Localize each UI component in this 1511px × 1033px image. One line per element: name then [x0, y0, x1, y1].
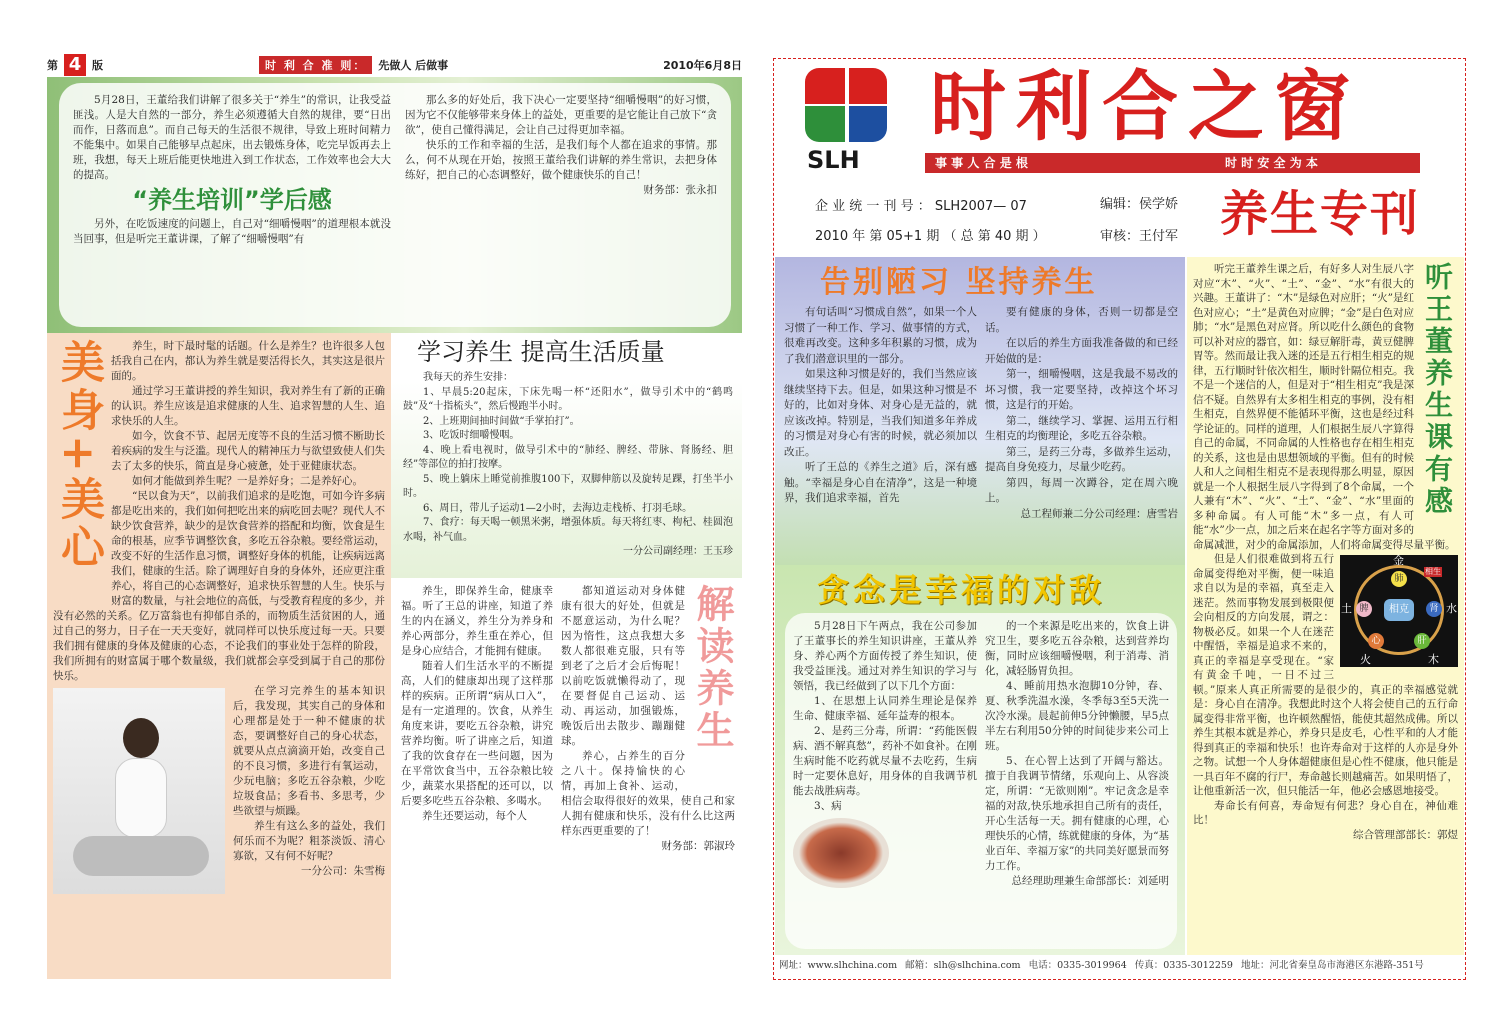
page-suffix: 版: [92, 59, 103, 72]
footer-address: 地址：河北省秦皇岛市海港区东港路-351号: [1240, 960, 1424, 971]
paragraph: 2、是药三分毒，所谓：“药能医假病、酒不解真愁”，药补不如食补。在刚生病时能不吃药就尽量不去吃药，生病时一定要休息好，用身体的自我调节机能去战胜病毒。: [793, 725, 977, 797]
signature: 财务部：张永扣: [643, 184, 717, 196]
signature: 综合管理部部长：郭煜: [1353, 828, 1458, 841]
article-5-col1: [784, 305, 977, 507]
banner-left: 事 事 人 合 是 根: [935, 156, 1028, 170]
paragraph: 养生，即保养生命，健康幸福。听了王总的讲座，知道了养生的内在涵义，养生分为养身和养心两部分，养生重在养心，但是身心应结合，才能拥有健康。: [401, 585, 553, 657]
paragraph: 通过学习王董讲授的养生知识，我对养生有了新的正确的认识。养生应该是追求健康的人生、追求智慧的人生、追求快乐的人生。: [111, 385, 385, 427]
paragraph: 第四，每周一次蹲谷，定在周六晚上。: [985, 476, 1178, 504]
page-header: [47, 54, 742, 76]
signature: 总经理助理兼生命部部长：刘延明: [1011, 875, 1169, 887]
article-1-title: “养生培训”学后感: [132, 186, 332, 214]
masthead-banner: [925, 153, 1420, 173]
paragraph: 听了王总的《养生之道》后，深有感触。“幸福是身心自在清净”，这是一种境界，我们追求幸福，首先: [784, 461, 977, 504]
paragraph: 5月28日下午两点，我在公司参加了王董事长的养生知识讲座，王董从养身、养心两个方面传授了养生知识，使我受益匪浅。通过对养生知识的学习与领悟，我已经做到了以下几个方面：: [793, 620, 977, 692]
paragraph: 寿命长有何喜，寿命短有何悲？身心自在，神仙难比！: [1193, 799, 1458, 826]
paragraph: 养生还要运动，每个人: [422, 810, 527, 822]
masthead-title: 时利合之窗: [930, 62, 1360, 151]
organ-kidney: 肾: [1426, 601, 1442, 617]
paragraph: 我每天的养生安排：: [423, 372, 513, 383]
article-1-col1: [73, 93, 391, 247]
paragraph: 有句话叫“习惯成自然”，如果一个人习惯了一种工作、学习、做事情的方式，很难再改变。这种多年积累的习惯，成为了我们潜意识里的一部分。: [784, 306, 977, 365]
footer: [775, 956, 1465, 978]
page-number: 4: [64, 54, 86, 76]
footer-phone: 电话：0335-3019964: [1028, 960, 1127, 971]
article-5-title: 告别陋习 坚持养生: [820, 265, 1098, 300]
article-7-body: [1187, 257, 1464, 842]
list-item: 2、上班期间抽时间做“手掌拍打”。: [423, 415, 580, 427]
article-7-title: 听王董养生课有感: [1421, 262, 1454, 518]
article-3: [391, 333, 742, 578]
paragraph: 如何才能做到养生呢？一是养好身；二是养好心。: [132, 475, 363, 487]
signature: 一分公司：朱雪梅: [301, 865, 385, 877]
paragraph: 5月28日，王董给我们讲解了很多关于“养生”的常识，让我受益匪浅。人是大自然的一部分，养生必须遵循大自然的规律，要“日出而作，日落而息”。而自己每天的生活很不规律，导致上班时间精力不能集中。如果自己能够早点起床，出去锻炼身体，吃完早饭再去上班，我想，每天上班后能更快地进入到工作状态，工作效率也会大大的提高。: [73, 94, 391, 181]
motto-label: 时 利 合 准 则：: [259, 56, 372, 74]
node-fire: 火: [1360, 653, 1371, 666]
article-5-col2: [985, 305, 1178, 522]
list-item: 7、食疗：每天喝一顿黑米粥，增强体质。每天将红枣、枸杞、桂圆泡水喝，补气血。: [403, 517, 733, 543]
slh-logo: [805, 68, 891, 176]
paragraph: 4、睡前用热水泡脚10分钟，春、夏、秋季洗温水澡，冬季每3至5天洗一次冷水澡。晨起前伸5分钟懒腰，早5点半左右利用50分钟的时间徒步来公司上班。: [985, 680, 1169, 752]
logo-text: SLH: [807, 146, 860, 174]
article-1: [59, 83, 731, 327]
paragraph: 要有健康的身体，否则一切都是空话。: [985, 306, 1178, 334]
article-3-title: 学习养生 提高生活质量: [417, 338, 665, 366]
editor: 编辑：侯学娇: [1100, 197, 1179, 212]
article-3-body: [403, 371, 733, 560]
diagram-center: 相克: [1384, 599, 1414, 621]
article-2-title: 美身+美心: [53, 339, 104, 572]
banner-right: 时 时 安 全 为 本: [1225, 156, 1318, 170]
paragraph: 3、病: [814, 800, 842, 812]
article-4-title: 解读养生: [690, 584, 734, 752]
paragraph: 第一，细嚼慢咽，这是我最不易改的坏习惯，我一定要坚持，改掉这个坏习惯，这是行的开始。: [985, 368, 1178, 411]
list-item: 4、晚上看电视时，做导引术中的“肺经、脾经、带脉、肾肠经、胆经”等部位的拍打按摩。: [403, 444, 733, 470]
footer-fax: 传真：0335-3012259: [1134, 960, 1233, 971]
relation-label: 相生: [1425, 567, 1441, 576]
paragraph: 随着人们生活水平的不断提高，人们的健康却出现了这样那样的疾病。正所谓“病从口入”，是有一定道理的。饮食，从养生角度来讲，要吃五谷杂粮，讲究营养均衡。听了讲座之后，知道了我的饮食存在一些问题，因为在平常饮食当中，五谷杂粮比较少，蔬菜水果搭配的还可以，以后要多吃些五谷杂粮、多喝水。: [401, 660, 553, 807]
article-6: [775, 565, 1185, 955]
paragraph: 如今，饮食不节、起居无度等不良的生活习惯不断助长着疾病的发生与泛滥。现代人的精神压力与欲望致使人们失去了太多的快乐，简直是身心疲惫，处于亚健康状态。: [111, 430, 385, 472]
article-1-col2: [405, 93, 717, 198]
motto: 先做人 后做事: [378, 59, 449, 72]
node-earth: 土: [1341, 602, 1352, 615]
node-water: 水: [1446, 602, 1457, 615]
paragraph: 听完王董养生课之后，有好多人对生辰八字对应“木”、“火”、“土”、“金”、“水”有很大的兴趣。王董讲了：“木”是绿色对应肝；“火”是红色对应心；“土”是黄色对应脾；“金”是白色对应肺；“水”是黑色对应肾。所以吃什么颜色的食物可以补对应的器官，如：绿豆解肝毒，黄豆健脾胃等。然而最让我入迷的还是五行相生相克的规律，五行顺时针依次相生，顺时针隔位相克。我不是一个迷信的人，但是对于“相生相克”我是深信不疑。自然界有太多相生相克的事例，没有相生相克，自然界便不能循环平衡，这也是经过科学论证的。同样的道理，人们根据生辰八字算得自己的命属，不同命属的人性格也存在相生相克的关系，这也是由思想领域的平衡。但有的时候人和人之间相生相克不是表现得那么明显，原因就是一个人根据生辰八字得到了8个命属，一个人兼有“木”、“火”、“土”、“金”、“水”里面的多种命属。有人可能“木”多一点，有人可能“水”少一点，加之后来在起名字等方面对多的命属减泄，对少的命属添加，人们将命属变得尽量平衡。: [1193, 263, 1456, 551]
article-4-col2: [561, 584, 735, 854]
paragraph: 第三，是药三分毒，多做养生运动，提高自身免疫力，尽量少吃药。: [985, 445, 1178, 473]
paragraph: 快乐的工作和幸福的生活，是我们每个人都在追求的事情。那么，何不从现在开始，按照王董给我们讲解的养生常识，去把身体练好，把自己的心态调整好，做个健康快乐的自己！: [405, 139, 717, 181]
article-4: [391, 578, 742, 979]
paragraph: 养心，占养生的百分之八十。保持愉快的心情，再加上食补、运动，相信会取得很好的效果，使自己和家人拥有健康和快乐，没有什么比这两样东西更重要的了！: [561, 750, 735, 837]
node-wood: 木: [1428, 653, 1439, 666]
paragraph: 养生，时下最时髦的话题。什么是养生？也许很多人包括我自己在内，都认为养生就是要活得长久，其实这是很片面的。: [111, 340, 385, 382]
paragraph: 养生有这么多的益处，我们何乐而不为呢？粗茶淡饭、清心寡欲，又有何不好呢？: [233, 820, 385, 862]
organ-liver: 肝: [1414, 633, 1430, 649]
article-2-body: [47, 333, 391, 879]
issn: 企 业 统 一 刊 号 ： SLH2007— 07: [815, 199, 1027, 214]
article-4-col1: [401, 584, 553, 824]
signature: 一分公司副经理：王玉珍: [623, 546, 733, 557]
organ-lung: 肺: [1391, 571, 1407, 587]
footer-email: 邮箱：slh@slhchina.com: [905, 960, 1021, 971]
paragraph: 那么多的好处后，我下决心一定要坚持“细嚼慢咽”的好习惯，因为它不仅能够带来身体上的益处，更重要的是它能让自己放下“贪欲”，使自己懂得满足，会让自己过得更加幸福。: [405, 94, 717, 136]
article-5: [775, 257, 1185, 565]
paragraph: 在以后的养生方面我准备做的和已经开始做的是：: [985, 337, 1178, 365]
article-6-col1: [793, 619, 977, 888]
article-4-title-wrap: [689, 584, 735, 784]
paragraph: 在学习完养生的基本知识后，我发现，其实自己的身体和心理都是处于一种不健康的状态，要调整好自己的身心状态，就要从点点滴滴开始，改变自己的不良习惯，多进行有氧运动，少玩电脑；多吃五谷杂粮，少吃垃圾食品；多看书、多思考，少些欲望与烦躁。: [233, 685, 385, 817]
date: 2010年6月8日: [663, 59, 742, 72]
signature: 总工程师兼二分公司经理：唐雪岩: [1020, 507, 1178, 520]
list-item: 3、吃饭时细嚼慢咽。: [423, 430, 520, 441]
yoga-photo: [53, 688, 225, 894]
reviewer: 审核：王付军: [1100, 229, 1179, 244]
footer-website: 网址：www.slhchina.com: [779, 960, 898, 971]
food-photo: [793, 818, 889, 888]
paragraph: “民以食为天”，以前我们追求的是吃饱，可如今许多病都是吃出来的，我们如何把吃出来的病吃回去呢？现代人不缺少饮食营养，缺少的是饮食营养的搭配和均衡，饮食是生命的根基，应季节调整饮食，多吃五谷杂粮。要经常运动，改变不好的生活作息习惯，调整好身体的机能，让疾病远离我们，健康的生活。除了调理好自身的身体外，还应更注重养心，将自己的心态调整好，追求快乐智慧的人生。快乐与财富的数量，与社会地位的高低，与受教育程度的多少，并没有必然的关系。亿万富翁也有抑郁自杀的，而物质生活贫困的人，通过自己的努力，日子在一天天变好，就同样可以快乐度过每一天。只要我们拥有健康的身体及健康的心态，不论我们的事业处于怎样的阶段，我们所拥有的财富属于哪个数量级，我们就都会享受到属于自己的那份快乐。: [53, 490, 385, 682]
page-prefix: 第: [47, 59, 58, 72]
list-item: 1、早晨5:20起床，下床先喝一杯“还阳水”，做导引术中的“鹤鸣鼓”及“十指梳头”，然后慢跑半小时。: [403, 386, 733, 412]
signature: 财务部：郭淑玲: [661, 840, 735, 852]
paragraph: 另外，在吃饭速度的问题上，自己对“细嚼慢咽”的道理根本就没当回事，但是听完王董讲课，了解了“细嚼慢咽”有: [73, 218, 391, 245]
article-7-title-wrap: [1418, 262, 1458, 524]
paragraph: 的一个来源是吃出来的，饮食上讲究卫生，要多吃五谷杂粮，达到营养均衡，同时应该细嚼慢咽，利于消毒、消化，减轻肠胃负担。: [985, 620, 1169, 677]
list-item: 5、晚上躺床上睡觉前推腹100下，双脚伸筋以及旋转足踝，打坐半小时。: [403, 473, 733, 499]
paragraph: 如果这种习惯是好的，我们当然应该继续坚持下去。但是，如果这种习惯是不好的，比如对身体、对身心是无益的，就应该改掉。特别是，当我们知道多年养成的习惯是对身心有害的时候，就必须加以改正。: [784, 368, 977, 458]
special-title: 养生专刊: [1220, 186, 1421, 242]
node-metal: 金: [1393, 554, 1404, 567]
organ-heart: 心: [1368, 633, 1384, 649]
article-2: [47, 333, 391, 979]
paragraph: 1、在思想上认同养生理论是保养生命、健康幸福、延年益寿的根本。: [793, 695, 977, 722]
article-6-col2: [985, 619, 1169, 889]
article-1-bg: [47, 77, 742, 333]
paragraph: 但是人们很难做到将五行命属变得绝对平衡，便一味追求自以为是的幸福，真至走入迷茫。然而事物发展到极限便会向相反的方向发展，谓之：物极必反。如果一个人在迷茫中醒悟，幸福是追求不来的，真正的幸福是享受现在。“家有黄金千吨，一日不过三顿。”原来人真正所需要的是很少的，真正的幸福感觉就是：身心自在清净。我想此时这个人将会使自己的五行命属变得非常平衡，也许顿然醒悟，能使其超然成佛。所以养生其根本就是养心，养身只是皮毛，心性平和的人才能得到真正的幸福和快乐！也许寿命对于这样的人亦是身外之物。试想一个人身体超健康但是心性不健康，他只能是一具百年不腐的行尸，寿命越长则越痛苦。如果明悟了，让他重新活一次，但只能活一年，他必会感恩地接受。: [1193, 553, 1458, 797]
article-7: [1187, 257, 1464, 955]
five-elements-diagram: [1340, 555, 1458, 667]
article-2-title-wrap: [53, 339, 107, 601]
paragraph: 第二，继续学习、掌握、运用五行相生相克的均衡理论，多吃五谷杂粮。: [985, 414, 1178, 442]
paragraph: 都知道运动对身体健康有很大的好处，但就是不愿意运动，为什么呢？因为惰性，这点我想大多数人都很难克服，只有等到老了之后才会后悔呢！以前吃饭就懒得动了，现在要督促自己运动、运动、再运动，加强锻炼，晚饭后出去散步、蹦蹦健球。: [561, 585, 685, 747]
issue: 2010 年 第 05+1 期 （ 总 第 40 期 ）: [815, 229, 1046, 244]
article-6-title: 贪念是幸福的对敌: [817, 571, 1106, 609]
list-item: 6、周日，带儿子运动1—2小时，去海边走栈桥、打羽毛球。: [423, 502, 693, 514]
paragraph: 5、在心智上达到了开阔与豁达。擅于自我调节情绪，乐观向上、从容淡定，所谓：“无欲则刚”。牢记贪念是幸福的对敌,快乐地承担自己所有的责任，开心生活每一天。拥有健康的心理，心理快乐的心情，练就健康的身体，为“基业百年、幸福万家”的共同美好愿景而努力工作。: [985, 755, 1169, 872]
organ-spleen: 脾: [1356, 601, 1372, 617]
